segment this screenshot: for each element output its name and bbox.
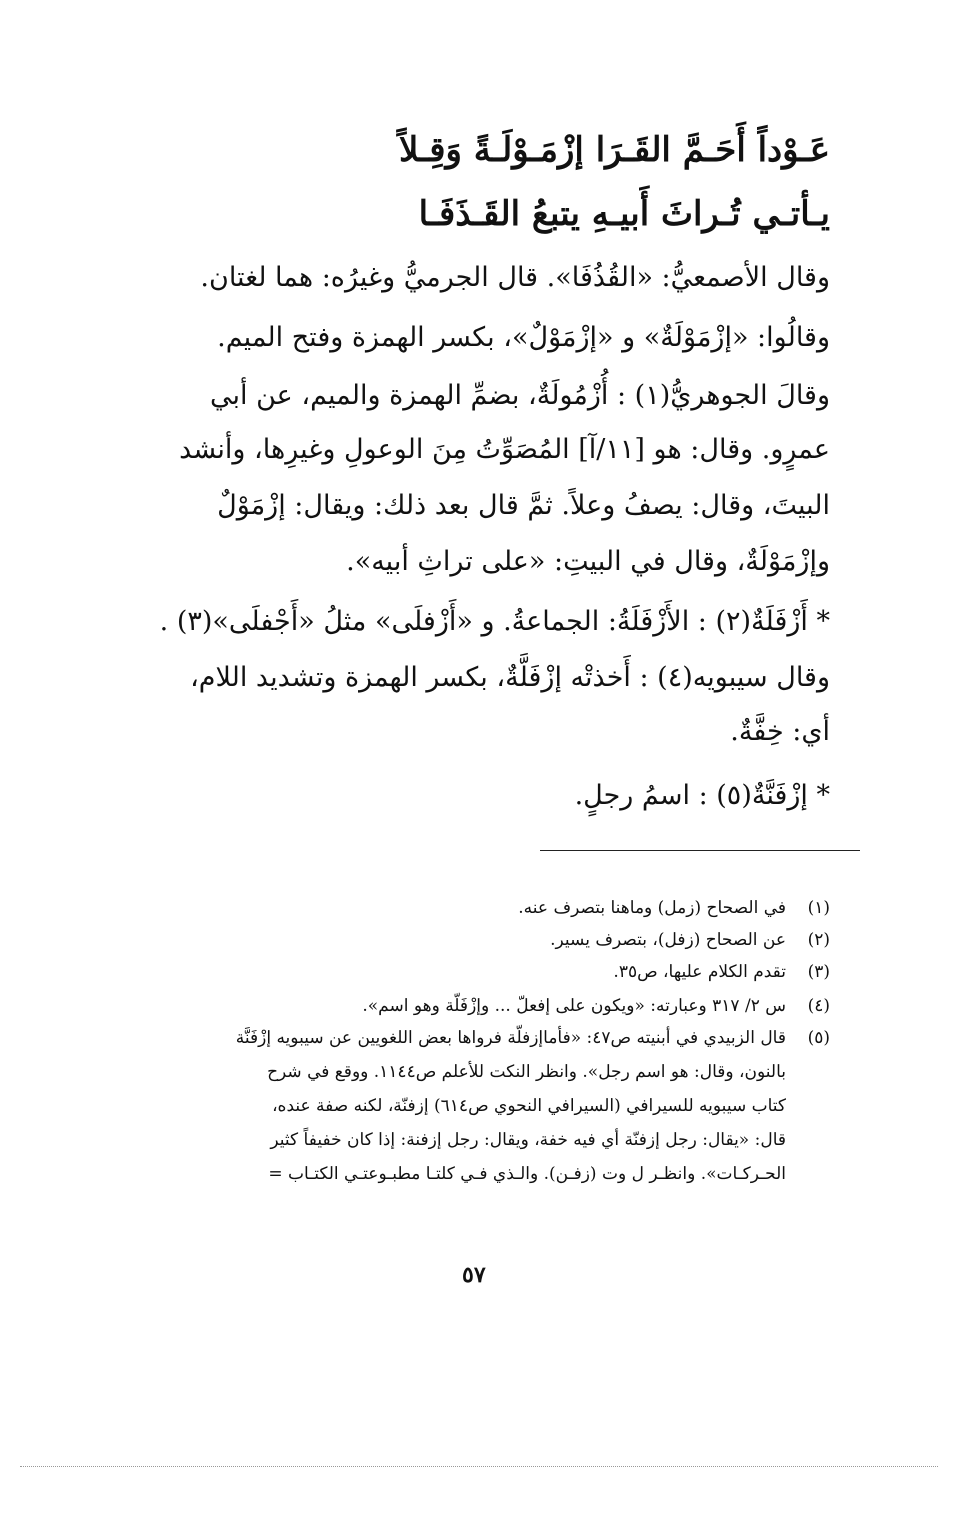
verse-line-2: يـأتـي تُـراثَ أَبيـهِ يتبعُ القَـذَفَـا [418, 194, 830, 234]
footnote-number: (٣) [807, 962, 830, 982]
body-line-3: وقالَ الجوهريُّ(١) : أُزْمُولَةٌ، بضمِّ الهمزة والميم، عن أبي [210, 380, 830, 411]
footnote-separator [540, 850, 860, 851]
footnote-number: (٤) [807, 996, 830, 1016]
body-line-1: وقال الأصمعيُّ: «القُذُفَا». قال الجرميُّ وغيرُه: هما لغتان. [200, 262, 830, 293]
body-line-5: البيتَ، وقال: يصفُ وعلاً. ثمَّ قال بعد ذلك: ويقال: إزْمَوْلٌ [217, 490, 830, 521]
body-line-7: * أَزْفَلَةٌ(٢) : الأَزْفَلَةُ: الجماعةُ. و «أَزْفلَى» مثلُ «أَجْفلَى»(٣) . [159, 606, 830, 637]
body-line-2: وقالُوا: «إزْمَوْلَةٌ» و «إزْمَوْلٌ»، بكسر الهمزة وفتح الميم. [217, 322, 830, 353]
footnote-number: (٢) [807, 930, 830, 950]
footnote-text: تقدم الكلام عليها، ص٣٥. [613, 962, 786, 982]
footnote-text: قال: «يقال: رجل إزفنّة أي فيه خفة، ويقال: رجل إزفنة: إذا كان خفيفاً كثير [270, 1130, 786, 1150]
body-line-4: عمرٍو. وقال: هو [١١/آ] المُصَوِّتُ مِنَ الوعولِ وغيرِها، وأنشد [179, 434, 830, 465]
body-line-6: وإزْمَوْلَةٌ، وقال في البيتِ: «على تراثِ أبيه». [346, 546, 830, 577]
footnote-text: الحـركـات». وانظـر ل وت (زفـن). والـذي فـي كلتـا مطبـوعتـي الكتـاب = [268, 1164, 786, 1184]
footnote-text: بالنون، وقال: هو اسم رجل». وانظر النكت للأعلم ص١١٤٤. ووقع في شرح [267, 1062, 786, 1082]
body-line-10: * إزْفَنَّةٌ(٥) : اسمُ رجلٍ. [574, 780, 830, 811]
footnote-text: كتاب سيبويه للسيرافي (السيرافي النحوي ص٦١٤) إزفنّة، لكنه صفة عنده، [272, 1096, 786, 1116]
body-line-9: أي: خِفَّةٌ. [730, 716, 830, 747]
page-number: ٥٧ [462, 1262, 486, 1288]
body-line-8: وقال سيبويه(٤) : أَخذتْه إزْفَلَّةٌ، بكسر الهمزة وتشديد اللام، [190, 662, 830, 693]
footnote-text: قال الزبيدي في أبنيته ص٤٧: «فأماإزفلّة فرواها بعض اللغويين عن سيبويه إزْفَنَّة [235, 1028, 786, 1048]
scan-bottom-edge [20, 1466, 938, 1467]
verse-line-1: عَـوْداً أَحَـمَّ القَـرَا إزْمَـوْلَـةً وَقِـلاً [398, 130, 830, 170]
footnote-text: عن الصحاح (زفل)، بتصرف يسير. [550, 930, 786, 950]
footnote-text: س ٢/ ٣١٧ وعبارته: «ويكون على إفعلّ ... وإزْفَلّة وهو اسم». [362, 996, 786, 1016]
footnote-text: في الصحاح (زمل) وماهنا بتصرف عنه. [518, 898, 786, 918]
footnote-number: (٥) [807, 1028, 830, 1048]
footnote-number: (١) [807, 898, 830, 918]
